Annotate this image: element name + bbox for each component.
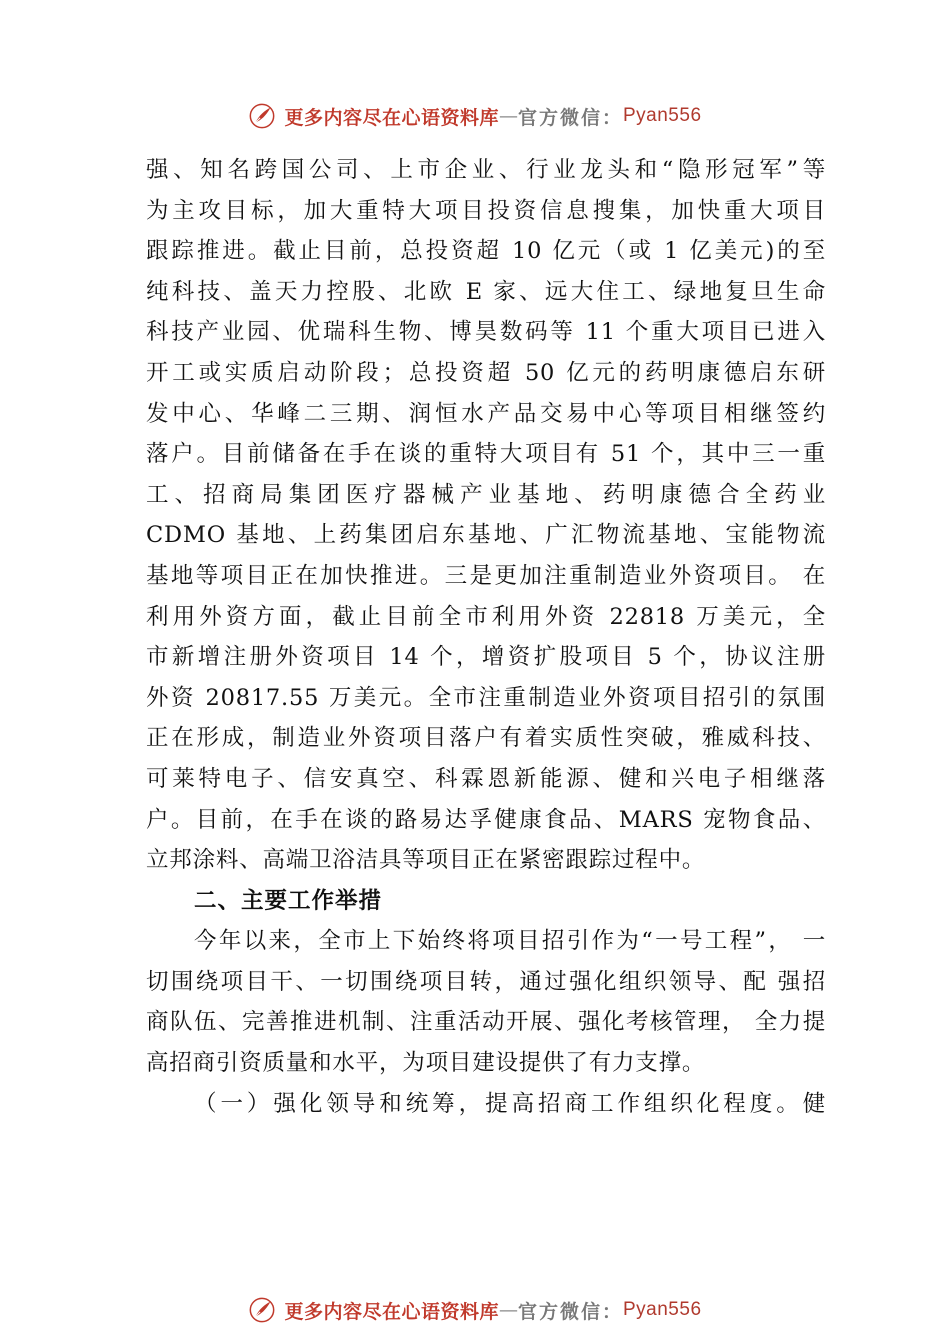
body-line: 工、招商局集团医疗器械产业基地、药明康德合全药业 <box>146 481 826 508</box>
body-line: 强、知名跨国公司、上市企业、行业龙头和“隐形冠军”等 <box>146 157 826 183</box>
watermark-main-text: 更多内容尽在心语资料库 <box>284 1300 499 1323</box>
watermark-wechat-id: Pyan556 <box>623 105 702 126</box>
body-line: 外资 20817.55 万美元。全市注重制造业外资项目招引的氛围 <box>146 684 826 711</box>
feather-pen-logo-icon <box>248 1296 276 1324</box>
body-line: 今年以来，全市上下始终将项目招引作为“一号工程”， 一 <box>194 928 826 955</box>
body-line: 商队伍、完善推进机制、注重活动开展、强化考核管理， 全力提 <box>146 1009 826 1036</box>
body-line: 户。目前，在手在谈的路易达孚健康食品、MARS 宠物食品、 <box>146 806 826 833</box>
section-heading: 二、主要工作举措 <box>194 887 383 914</box>
body-line: 跟踪推进。截止目前，总投资超 10 亿元（或 1 亿美元)的至 <box>146 238 826 265</box>
body-line: 正在形成，制造业外资项目落户有着实质性突破，雅威科技、 <box>146 725 826 752</box>
watermark-wechat-id: Pyan556 <box>623 1299 702 1320</box>
body-line: 科技产业园、优瑞科生物、博昊数码等 11 个重大项目已进入 <box>146 319 826 346</box>
body-line: 为主攻目标，加大重特大项目投资信息搜集，加快重大项目 <box>146 197 826 224</box>
watermark-header <box>0 96 950 136</box>
body-line: 可莱特电子、信安真空、科霖恩新能源、健和兴电子相继落 <box>146 765 826 792</box>
watermark-label: 官方微信： <box>517 106 623 129</box>
body-line: 高招商引资质量和水平，为项目建设提供了有力支撑。 <box>146 1050 706 1077</box>
watermark-dash: — <box>498 105 518 127</box>
body-line: 落户。目前储备在手在谈的重特大项目有 51 个，其中三一重 <box>146 441 826 468</box>
body-line: 市新增注册外资项目 14 个，增资扩股项目 5 个，协议注册 <box>146 644 826 671</box>
body-line: 发中心、华峰二三期、润恒水产品交易中心等项目相继签约 <box>146 400 826 427</box>
body-line: 利用外资方面，截止目前全市利用外资 22818 万美元，全 <box>146 603 826 630</box>
watermark-label: 官方微信： <box>517 1300 623 1323</box>
body-line: 纯科技、盖天力控股、北欧 E 家、远大住工、绿地复旦生命 <box>146 278 826 305</box>
body-line: （一）强化领导和统筹，提高招商工作组织化程度。健 <box>194 1090 826 1117</box>
body-line: 切围绕项目干、一切围绕项目转，通过强化组织领导、配 强招 <box>146 968 826 995</box>
watermark-dash: — <box>498 1299 518 1321</box>
feather-pen-logo-icon <box>248 102 276 130</box>
document-body <box>146 150 826 1124</box>
watermark-footer <box>0 1290 950 1330</box>
body-line: 立邦涂料、高端卫浴洁具等项目正在紧密跟踪过程中。 <box>146 847 706 874</box>
watermark-main-text: 更多内容尽在心语资料库 <box>284 106 499 129</box>
body-line: 基地等项目正在加快推进。三是更加注重制造业外资项目。 在 <box>146 562 826 589</box>
body-line: 开工或实质启动阶段；总投资超 50 亿元的药明康德启东研 <box>146 359 826 386</box>
body-line: CDMO 基地、上药集团启东基地、广汇物流基地、宝能物流 <box>146 522 826 549</box>
